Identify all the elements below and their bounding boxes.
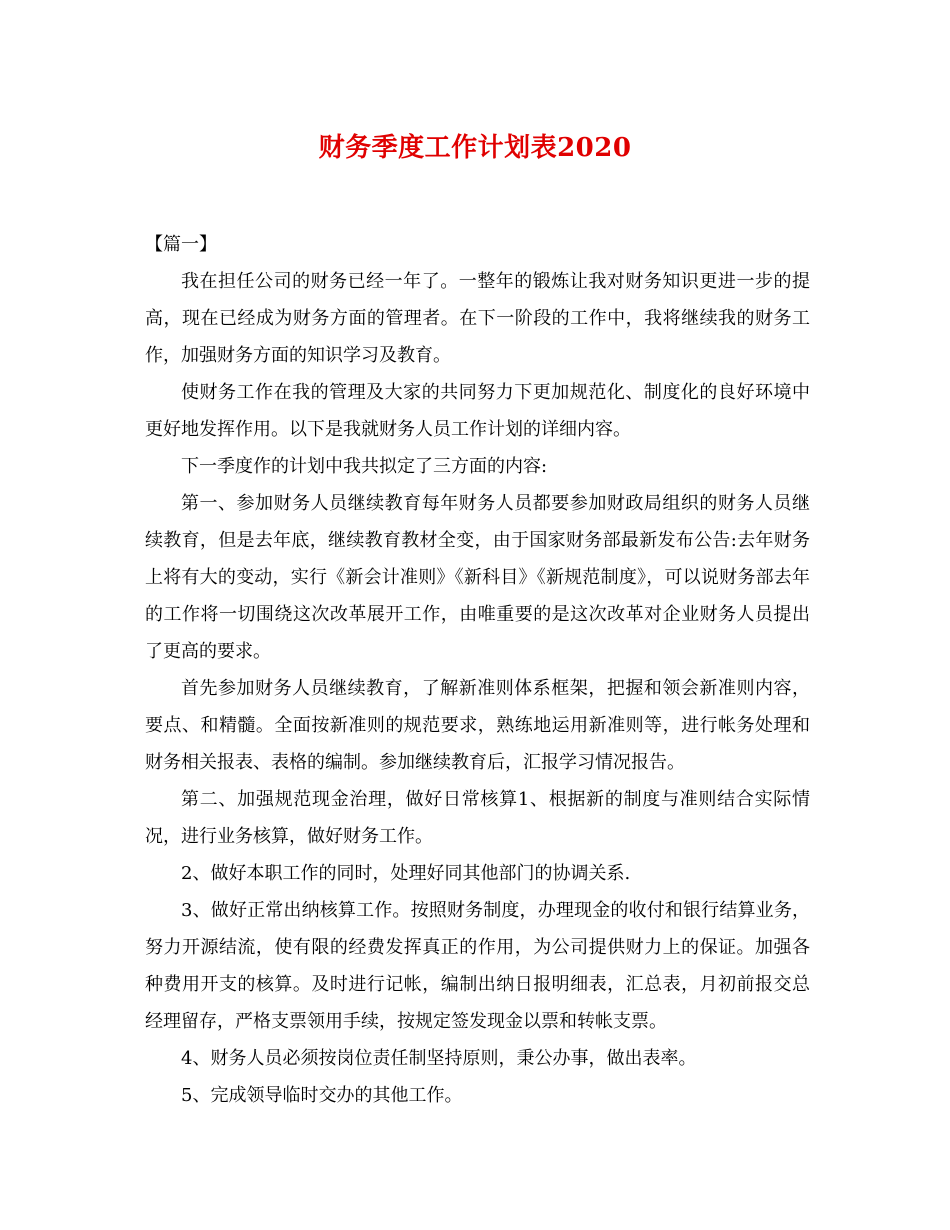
paragraph: 第二、加强规范现金治理，做好日常核算1、根据新的制度与准则结合实际情况，进行业务核算，做好财务工作。 <box>145 789 810 847</box>
paragraph: 2、做好本职工作的同时，处理好同其他部门的协调关系. <box>181 863 631 884</box>
paragraph: 使财务工作在我的管理及大家的共同努力下更加规范化、制度化的良好环境中更好地发挥作用。以下是我就财务人员工作计划的详细内容。 <box>145 382 810 440</box>
section-heading: 【篇一】 <box>145 234 217 255</box>
paragraph: 下一季度作的计划中我共拟定了三方面的内容: <box>181 456 548 477</box>
paragraph: 首先参加财务人员继续教育，了解新准则体系框架，把握和领会新准则内容，要点、和精髓。全面按新准则的规范要求，熟练地运用新准则等，进行帐务处理和财务相关报表、表格的编制。参加继续教育后，汇报学习情况报告。 <box>145 678 810 773</box>
paragraph: 3、做好正常出纳核算工作。按照财务制度，办理现金的收付和银行结算业务，努力开源结流，使有限的经费发挥真正的作用，为公司提供财力上的保证。加强各种费用开支的核算。及时进行记帐，编制出纳日报明细表，汇总表，月初前报交总经理留存，严格支票领用手续，按规定签发现金以票和转帐支票。 <box>145 900 810 1032</box>
paragraph: 我在担任公司的财务已经一年了。一整年的锻炼让我对财务知识更进一步的提高，现在已经成为财务方面的管理者。在下一阶段的工作中，我将继续我的财务工作，加强财务方面的知识学习及教育。 <box>145 271 810 366</box>
paragraph: 5、完成领导临时交办的其他工作。 <box>181 1085 463 1106</box>
document-body <box>145 226 810 1114</box>
paragraph: 4、财务人员必须按岗位责任制坚持原则，秉公办事，做出表率。 <box>181 1048 697 1069</box>
document-title: 财务季度工作计划表2020 <box>318 133 632 163</box>
paragraph: 第一、参加财务人员继续教育每年财务人员都要参加财政局组织的财务人员继续教育，但是去年底，继续教育教材全变，由于国家财务部最新发布公告:去年财务上将有大的变动，实行《新会计准则》《新科目》《新规范制度》，可以说财务部去年的工作将一切围绕这次改革展开工作，由唯重要的是这次改革对企业财务人员提出了更高的要求。 <box>145 493 810 662</box>
